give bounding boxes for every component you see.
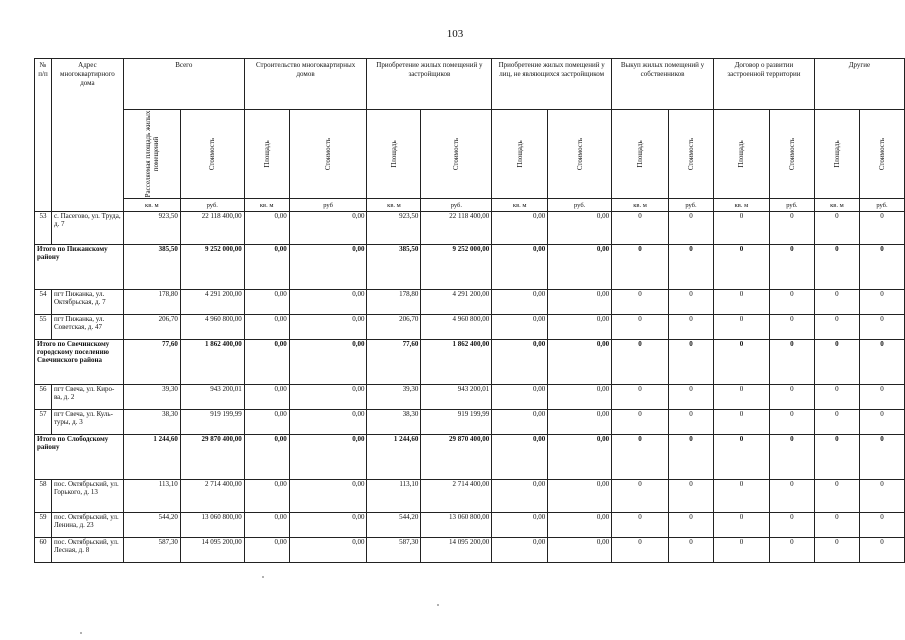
header-num: № п/п [35,59,52,212]
unit-cell: руб [289,199,367,212]
total-label: Итого по Слободскому району [35,435,124,480]
total-label: Итого по Пижанскому району [35,245,124,290]
unit-cell: руб. [548,199,612,212]
table-row [35,212,905,245]
value-cell: 2 714 400,00 [180,480,244,513]
value-cell: 2 714 400,00 [421,480,492,513]
value-cell: 0 [668,538,713,563]
unit-cell: руб. [859,199,904,212]
subheader-total-cost: Стоимость [180,110,244,199]
header-total: Всего [123,59,244,110]
value-cell: 22 118 400,00 [180,212,244,245]
value-cell: 0 [612,290,669,315]
subheader-resettled-area: Расселяемая площадь жилых помещений [123,110,180,199]
value-cell: 1 862 400,00 [421,340,492,385]
value-cell: 0 [769,385,814,410]
value-cell: 0 [668,315,713,340]
value-cell: 0 [713,385,769,410]
value-cell: 0 [668,385,713,410]
value-cell: 13 060 800,00 [180,513,244,538]
value-cell: 0 [814,410,859,435]
header-development-agreement: Договор о развитии застроенной территории [713,59,814,110]
value-cell: 206,70 [367,315,421,340]
address-cell: пгт Свеча, ул. Куль-туры, д. 3 [51,410,123,435]
value-cell: 0 [668,410,713,435]
value-cell: 0 [859,315,904,340]
value-cell: 77,60 [123,340,180,385]
row-number: 55 [35,315,52,340]
total-row [35,435,905,480]
value-cell: 0,00 [289,410,367,435]
value-cell: 0 [814,290,859,315]
value-cell: 0,00 [548,410,612,435]
value-cell: 0,00 [548,480,612,513]
address-cell: пгт Свеча, ул. Киро-ва, д. 2 [51,385,123,410]
value-cell: 0 [769,245,814,290]
value-cell: 9 252 000,00 [180,245,244,290]
value-cell: 0,00 [492,410,548,435]
value-cell: 0 [612,410,669,435]
value-cell: 0,00 [548,290,612,315]
unit-cell: руб. [421,199,492,212]
value-cell: 0,00 [289,290,367,315]
subheader-agreement-cost: Стоимость [769,110,814,199]
value-cell: 0 [859,340,904,385]
value-cell: 923,50 [367,212,421,245]
value-cell: 0 [859,290,904,315]
value-cell: 0 [612,513,669,538]
value-cell: 0 [668,212,713,245]
value-cell: 0 [713,513,769,538]
header-buyout: Выкуп жилых помещений у собственников [612,59,714,110]
value-cell: 9 252 000,00 [421,245,492,290]
header-row-main [35,59,905,110]
value-cell: 0 [814,212,859,245]
value-cell: 0,00 [244,513,289,538]
value-cell: 0,00 [244,290,289,315]
value-cell: 38,30 [367,410,421,435]
value-cell: 0 [859,245,904,290]
value-cell: 0 [859,385,904,410]
subheader-purchase-dev-area: Площадь [367,110,421,199]
value-cell: 0,00 [244,410,289,435]
value-cell: 13 060 800,00 [421,513,492,538]
value-cell: 0,00 [492,290,548,315]
value-cell: 587,30 [367,538,421,563]
subheader-construction-cost: Стоимость [289,110,367,199]
value-cell: 0 [612,385,669,410]
value-cell: 0 [859,480,904,513]
value-cell: 0 [769,212,814,245]
value-cell: 0,00 [548,315,612,340]
value-cell: 4 960 800,00 [180,315,244,340]
value-cell: 0 [859,410,904,435]
value-cell: 0,00 [244,315,289,340]
value-cell: 0,00 [548,340,612,385]
value-cell: 0 [612,480,669,513]
value-cell: 0 [814,480,859,513]
value-cell: 0,00 [244,340,289,385]
unit-cell: руб. [668,199,713,212]
value-cell: 0 [713,315,769,340]
value-cell: 0,00 [492,385,548,410]
value-cell: 943 200,01 [421,385,492,410]
value-cell: 0,00 [548,245,612,290]
value-cell: 0 [859,212,904,245]
value-cell: 38,30 [123,410,180,435]
value-cell: 587,30 [123,538,180,563]
header-address: Адрес многоквартирного дома [51,59,123,212]
header-purchase-developers: Приобретение жилых помещений у застройщиков [367,59,492,110]
value-cell: 0,00 [492,315,548,340]
table-body [35,212,905,563]
value-cell: 0 [713,340,769,385]
address-cell: пос. Октябрьский, ул. Лесная, д. 8 [51,538,123,563]
value-cell: 385,50 [123,245,180,290]
subheader-agreement-area: Площадь [713,110,769,199]
subheader-purchase-nondev-area: Площадь [492,110,548,199]
value-cell: 0,00 [492,538,548,563]
value-cell: 0,00 [492,245,548,290]
value-cell: 0 [814,513,859,538]
value-cell: 0,00 [244,385,289,410]
header-row-sub [35,110,905,199]
scan-speck [262,576,264,578]
table-row [35,480,905,513]
subheader-buyout-cost: Стоимость [668,110,713,199]
value-cell: 0 [769,340,814,385]
value-cell: 113,10 [367,480,421,513]
value-cell: 0 [713,410,769,435]
value-cell: 14 095 200,00 [180,538,244,563]
value-cell: 0,00 [492,212,548,245]
unit-cell: кв. м [492,199,548,212]
table-row [35,410,905,435]
value-cell: 0 [814,340,859,385]
value-cell: 0 [668,290,713,315]
value-cell: 0,00 [492,340,548,385]
value-cell: 923,50 [123,212,180,245]
value-cell: 1 862 400,00 [180,340,244,385]
value-cell: 39,30 [123,385,180,410]
header-purchase-non-developers: Приобретение жилых помещений у лиц, не являющихся застройщиком [492,59,612,110]
value-cell: 0 [859,435,904,480]
value-cell: 206,70 [123,315,180,340]
address-cell: с. Пасегово, ул. Труда, д. 7 [51,212,123,245]
unit-cell: кв. м [244,199,289,212]
row-number: 58 [35,480,52,513]
header-other: Другие [814,59,904,110]
subheader-purchase-nondev-cost: Стоимость [548,110,612,199]
value-cell: 0,00 [289,538,367,563]
table-row [35,538,905,563]
unit-cell: кв. м [814,199,859,212]
value-cell: 39,30 [367,385,421,410]
value-cell: 0 [713,290,769,315]
table-row [35,385,905,410]
address-cell: пгт Пижанка, ул. Октябрьская, д. 7 [51,290,123,315]
unit-cell: руб. [180,199,244,212]
value-cell: 29 870 400,00 [421,435,492,480]
value-cell: 0 [668,480,713,513]
header-construction: Строительство многоквартирных домов [244,59,367,110]
row-number: 59 [35,513,52,538]
value-cell: 0 [814,315,859,340]
value-cell: 0,00 [492,435,548,480]
scan-speck [437,604,439,606]
value-cell: 0 [769,315,814,340]
value-cell: 0,00 [548,538,612,563]
value-cell: 0 [814,245,859,290]
value-cell: 385,50 [367,245,421,290]
value-cell: 0 [668,245,713,290]
value-cell: 14 095 200,00 [421,538,492,563]
value-cell: 943 200,01 [180,385,244,410]
value-cell: 0 [668,340,713,385]
value-cell: 178,80 [123,290,180,315]
address-cell: пгт Пижанка, ул. Советская, д. 47 [51,315,123,340]
value-cell: 544,20 [123,513,180,538]
table-row [35,290,905,315]
value-cell: 0,00 [492,480,548,513]
value-cell: 4 960 800,00 [421,315,492,340]
unit-cell: кв. м [713,199,769,212]
value-cell: 4 291 200,00 [421,290,492,315]
value-cell: 0,00 [244,538,289,563]
value-cell: 0 [713,480,769,513]
value-cell: 178,80 [367,290,421,315]
value-cell: 0,00 [289,340,367,385]
unit-cell: руб. [769,199,814,212]
value-cell: 0 [769,538,814,563]
subheader-buyout-area: Площадь [612,110,669,199]
value-cell: 1 244,60 [123,435,180,480]
value-cell: 0 [814,385,859,410]
value-cell: 0 [713,212,769,245]
total-label: Итого по Свечинскому городскому поселению Свечинского района [35,340,124,385]
subheader-other-area: Площадь [814,110,859,199]
value-cell: 0,00 [289,480,367,513]
address-cell: пос. Октябрьский, ул. Ленина, д. 23 [51,513,123,538]
subheader-purchase-dev-cost: Стоимость [421,110,492,199]
table-row [35,513,905,538]
value-cell: 0,00 [548,212,612,245]
total-row [35,245,905,290]
value-cell: 0,00 [289,435,367,480]
value-cell: 0 [769,435,814,480]
value-cell: 0 [612,212,669,245]
resettlement-table [34,58,905,563]
value-cell: 919 199,99 [180,410,244,435]
value-cell: 0 [814,538,859,563]
value-cell: 0,00 [244,435,289,480]
value-cell: 0 [859,538,904,563]
page-number: 103 [446,28,464,40]
row-number: 56 [35,385,52,410]
value-cell: 1 244,60 [367,435,421,480]
unit-cell: кв. м [612,199,669,212]
value-cell: 0 [713,538,769,563]
value-cell: 0,00 [244,212,289,245]
address-cell: пос. Октябрьский, ул. Горького, д. 13 [51,480,123,513]
value-cell: 22 118 400,00 [421,212,492,245]
value-cell: 0 [612,315,669,340]
value-cell: 0,00 [548,435,612,480]
value-cell: 0 [668,513,713,538]
unit-cell: кв. м [123,199,180,212]
row-number: 53 [35,212,52,245]
value-cell: 4 291 200,00 [180,290,244,315]
value-cell: 0,00 [289,513,367,538]
total-row [35,340,905,385]
value-cell: 0 [668,435,713,480]
value-cell: 0,00 [492,513,548,538]
value-cell: 0 [713,435,769,480]
value-cell: 0,00 [244,480,289,513]
value-cell: 0 [769,513,814,538]
subheader-other-cost: Стоимость [859,110,904,199]
value-cell: 0,00 [289,385,367,410]
value-cell: 0 [769,410,814,435]
value-cell: 0 [769,480,814,513]
subheader-construction-area: Площадь [244,110,289,199]
value-cell: 0 [612,435,669,480]
value-cell: 0,00 [548,513,612,538]
value-cell: 0,00 [289,212,367,245]
value-cell: 0 [769,290,814,315]
value-cell: 0,00 [548,385,612,410]
row-number: 54 [35,290,52,315]
value-cell: 0,00 [289,245,367,290]
value-cell: 0 [814,435,859,480]
row-number: 57 [35,410,52,435]
value-cell: 0 [859,513,904,538]
row-number: 60 [35,538,52,563]
value-cell: 0,00 [289,315,367,340]
value-cell: 0 [713,245,769,290]
value-cell: 29 870 400,00 [180,435,244,480]
scan-speck [80,632,82,634]
unit-cell: кв. м [367,199,421,212]
value-cell: 113,10 [123,480,180,513]
value-cell: 0 [612,340,669,385]
value-cell: 0,00 [244,245,289,290]
value-cell: 0 [612,538,669,563]
value-cell: 0 [612,245,669,290]
header-row-units [35,199,905,212]
table-row [35,315,905,340]
value-cell: 919 199,99 [421,410,492,435]
value-cell: 77,60 [367,340,421,385]
value-cell: 544,20 [367,513,421,538]
